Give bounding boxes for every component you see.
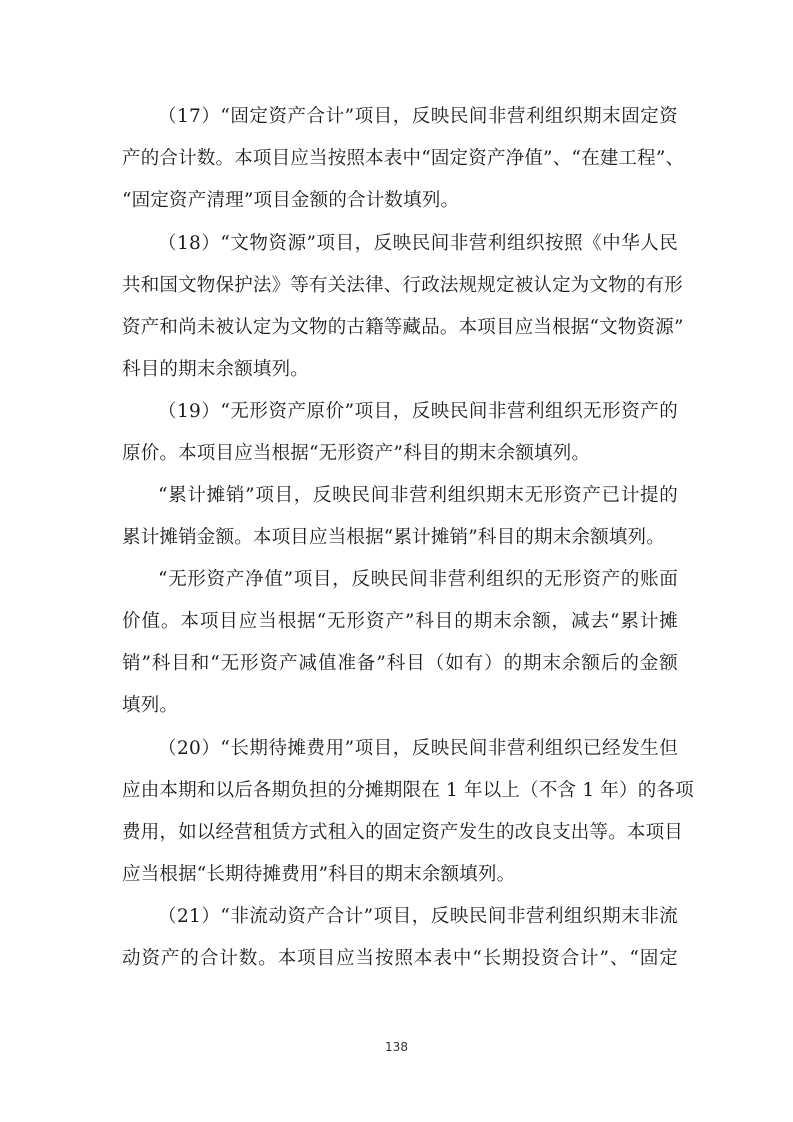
paragraph-18-line-1: （18）“文物资源”项目，反映民间非营利组织按照《中华人民 <box>158 233 678 254</box>
paragraph-17-line-2: 产的合计数。本项目应当按照本表中“固定资产净值”、“在建工程”、 <box>122 148 685 169</box>
paragraph-accumulated-amortization-line-1: “累计摊销”项目，反映民间非营利组织期末无形资产已计提的 <box>158 485 678 506</box>
paragraph-21-line-1: （21）“非流动资产合计”项目，反映民间非营利组织期末非流 <box>158 906 678 927</box>
paragraph-20-line-1: （20）“长期待摊费用”项目，反映民间非营利组织已经发生但 <box>158 738 678 759</box>
paragraph-20-line-3: 费用，如以经营租赁方式租入的固定资产发生的改良支出等。本项目 <box>122 822 684 843</box>
paragraph-17-line-1: （17）“固定资产合计”项目，反映民间非营利组织期末固定资 <box>158 106 678 127</box>
paragraph-20-line-2: 应由本期和以后各期负担的分摊期限在 1 年以上（不含 1 年）的各项 <box>122 780 694 801</box>
paragraph-accumulated-amortization-line-2: 累计摊销金额。本项目应当根据“累计摊销”科目的期末余额填列。 <box>122 527 665 548</box>
paragraph-intangible-net-line-4: 填列。 <box>122 695 179 716</box>
paragraph-20-line-4: 应当根据“长期待摊费用”科目的期末余额填列。 <box>122 864 516 885</box>
paragraph-19-line-2: 原价。本项目应当根据“无形资产”科目的期末余额填列。 <box>122 443 591 464</box>
paragraph-intangible-net-line-3: 销”科目和“无形资产减值准备”科目（如有）的期末余额后的金额 <box>122 653 678 674</box>
paragraph-18-line-4: 科目的期末余额填列。 <box>122 359 310 380</box>
paragraph-19-line-1: （19）“无形资产原价”项目，反映民间非营利组织无形资产的 <box>158 401 678 422</box>
paragraph-intangible-net-line-1: “无形资产净值”项目，反映民间非营利组织的无形资产的账面 <box>158 569 678 590</box>
paragraph-21-line-2: 动资产的合计数。本项目应当按照本表中“长期投资合计”、“固定 <box>122 948 678 969</box>
paragraph-18-line-3: 资产和尚未被认定为文物的古籍等藏品。本项目应当根据“文物资源” <box>122 317 684 338</box>
paragraph-intangible-net-line-2: 价值。本项目应当根据“无形资产”科目的期末余额，减去“累计摊 <box>122 611 678 632</box>
paragraph-17-line-3: “固定资产清理”项目金额的合计数填列。 <box>122 190 460 211</box>
page-number: 138 <box>385 1040 408 1054</box>
paragraph-18-line-2: 共和国文物保护法》等有关法律、行政法规规定被认定为文物的有形 <box>122 275 684 296</box>
